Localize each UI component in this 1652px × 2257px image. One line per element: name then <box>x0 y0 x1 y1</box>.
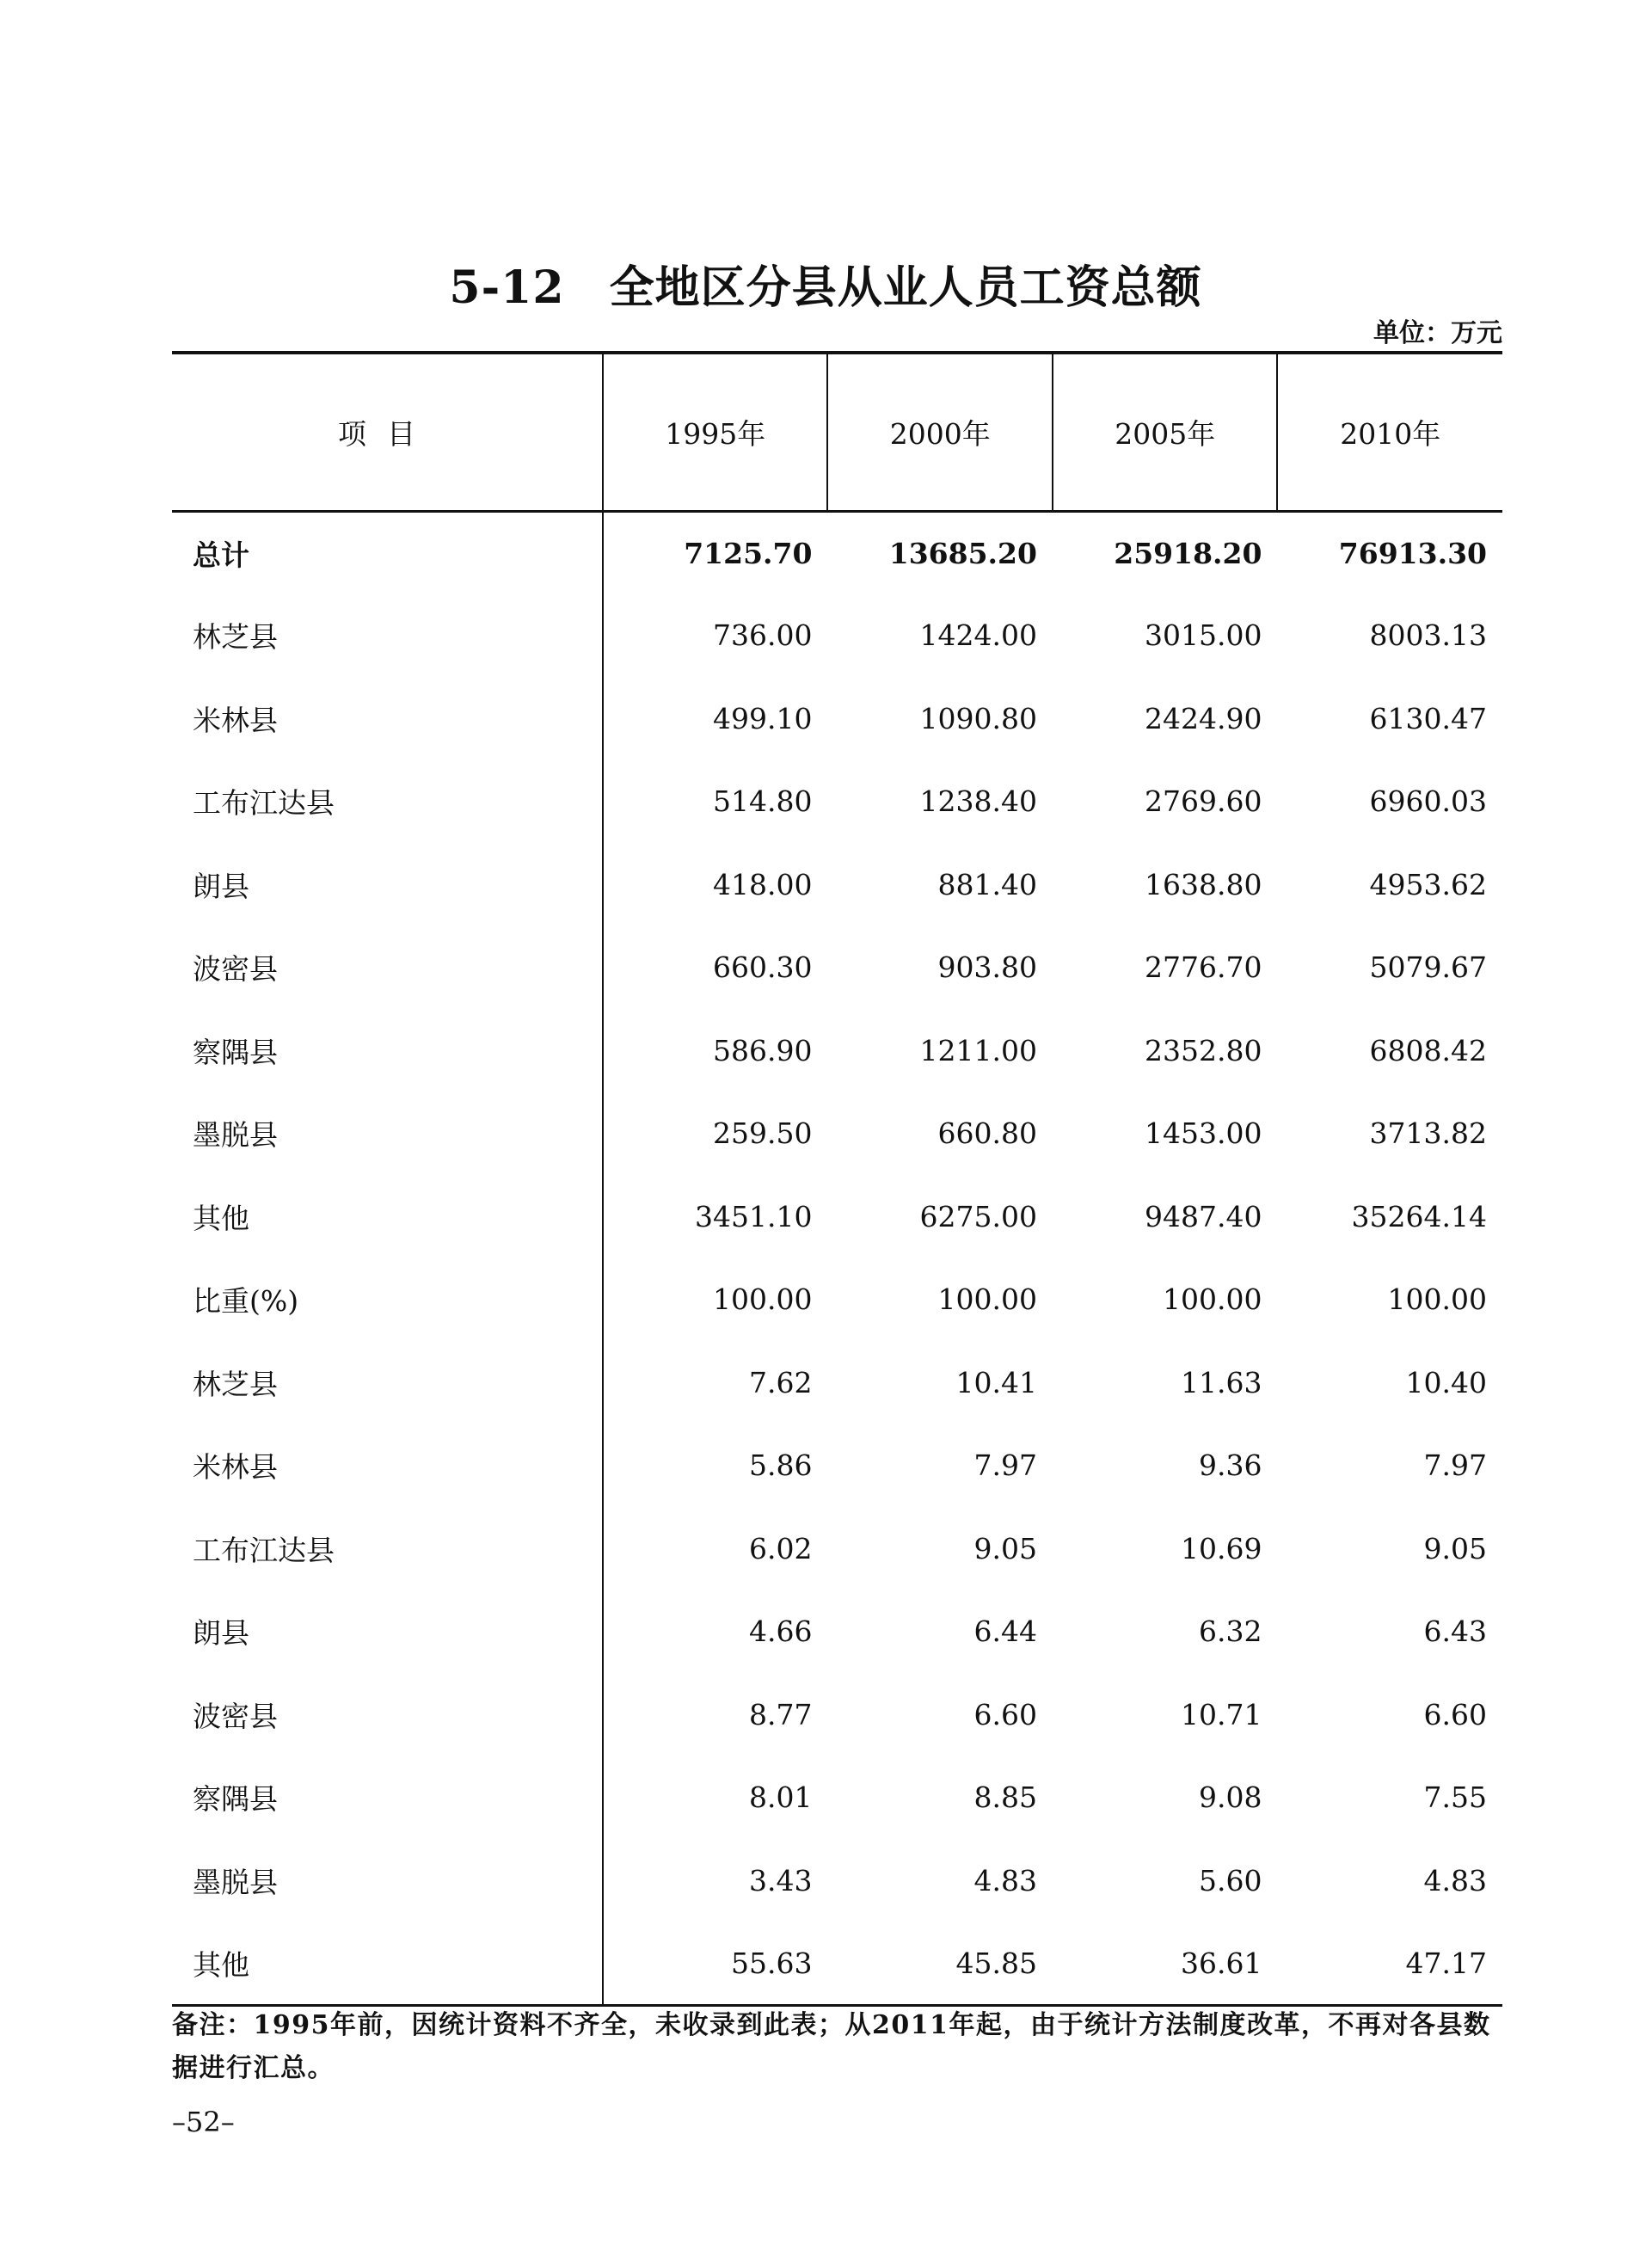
table-cell: 5079.67 <box>1369 950 1487 985</box>
table-cell: 660.80 <box>937 1116 1037 1151</box>
table-cell: 8003.13 <box>1369 618 1487 653</box>
table-cell: 499.10 <box>713 701 813 735</box>
row-label: 波密县 <box>172 1673 603 1756</box>
row-label: 总计 <box>172 511 603 594</box>
table-row <box>172 1258 1502 1342</box>
table-cell: 35264.14 <box>1351 1199 1487 1233</box>
table-cell: 6960.03 <box>1369 784 1487 819</box>
table-cell: 660.30 <box>713 950 813 985</box>
table-cell: 7125.70 <box>684 536 813 570</box>
table-cell: 1424.00 <box>919 618 1037 653</box>
table-cell: 6.60 <box>1423 1697 1487 1731</box>
header-2010: 2010年 <box>1277 353 1502 511</box>
header-row <box>172 353 1502 511</box>
header-2000: 2000年 <box>827 353 1053 511</box>
table-cell: 2769.60 <box>1145 784 1262 819</box>
table-cell: 8.85 <box>973 1780 1037 1815</box>
row-label: 其他 <box>172 1175 603 1258</box>
table-row <box>172 1590 1502 1674</box>
table-cell: 1211.00 <box>919 1033 1037 1067</box>
table-cell: 881.40 <box>937 867 1037 901</box>
row-label: 朗县 <box>172 1590 603 1674</box>
table-cell: 2776.70 <box>1145 950 1262 985</box>
table-row <box>172 594 1502 678</box>
table-row <box>172 926 1502 1010</box>
table-cell: 6.60 <box>973 1697 1037 1731</box>
row-label: 米林县 <box>172 1424 603 1508</box>
table-cell: 11.63 <box>1180 1365 1262 1399</box>
table-cell: 6.32 <box>1198 1614 1262 1649</box>
table-cell: 7.62 <box>748 1365 813 1399</box>
table-cell: 7.97 <box>1423 1448 1487 1483</box>
header-item: 项目 <box>172 353 603 511</box>
table-cell: 10.41 <box>955 1365 1037 1399</box>
table-body <box>172 511 1502 2005</box>
table-cell: 8.01 <box>748 1780 813 1815</box>
table-cell: 10.71 <box>1180 1697 1262 1731</box>
row-label: 林芝县 <box>172 594 603 678</box>
data-table-container <box>172 351 1502 2007</box>
table-cell: 10.40 <box>1405 1365 1487 1399</box>
table-cell: 45.85 <box>827 1922 1053 2006</box>
table-cell: 13685.20 <box>888 536 1037 570</box>
table-row <box>172 511 1502 594</box>
unit-label: 单位：万元 <box>1373 318 1502 348</box>
table-cell: 259.50 <box>713 1116 813 1151</box>
table-cell: 9.08 <box>1198 1780 1262 1815</box>
table-cell: 100.00 <box>937 1282 1037 1317</box>
table-cell: 6808.42 <box>1369 1033 1487 1067</box>
table-cell: 9.36 <box>1198 1448 1262 1483</box>
wage-table <box>172 351 1502 2007</box>
table-row <box>172 1673 1502 1756</box>
table-cell: 100.00 <box>1387 1282 1487 1317</box>
table-cell: 586.90 <box>713 1033 813 1067</box>
table-row <box>172 1756 1502 1840</box>
table-cell: 3451.10 <box>695 1199 813 1233</box>
table-cell: 7.55 <box>1423 1780 1487 1815</box>
row-label: 工布江达县 <box>172 760 603 844</box>
row-label: 朗县 <box>172 843 603 926</box>
table-cell: 4.83 <box>1423 1863 1487 1897</box>
table-cell: 2424.90 <box>1145 701 1262 735</box>
table-cell: 6275.00 <box>919 1199 1037 1233</box>
table-row <box>172 1424 1502 1508</box>
table-title-text: 全地区分县从业人员工资总额 <box>609 261 1202 314</box>
table-row <box>172 760 1502 844</box>
table-row <box>172 1922 1502 2006</box>
table-header <box>172 353 1502 511</box>
row-label: 其他 <box>172 1922 603 2006</box>
table-cell: 9487.40 <box>1145 1199 1262 1233</box>
table-cell: 55.63 <box>603 1922 828 2006</box>
table-row <box>172 843 1502 926</box>
table-cell: 100.00 <box>1163 1282 1262 1317</box>
table-row <box>172 1175 1502 1258</box>
header-1995: 1995年 <box>603 353 828 511</box>
table-cell: 1090.80 <box>919 701 1037 735</box>
table-cell: 76913.30 <box>1338 536 1487 570</box>
table-cell: 2352.80 <box>1145 1033 1262 1067</box>
table-cell: 100.00 <box>713 1282 813 1317</box>
table-cell: 736.00 <box>713 618 813 653</box>
row-label: 比重(%) <box>172 1258 603 1342</box>
table-cell: 5.86 <box>748 1448 813 1483</box>
table-cell: 4.66 <box>748 1614 813 1649</box>
page-number: –52– <box>172 2106 235 2138</box>
table-number: 5-12 <box>449 261 565 314</box>
table-cell: 9.05 <box>1423 1531 1487 1565</box>
table-cell: 6130.47 <box>1369 701 1487 735</box>
row-label: 墨脱县 <box>172 1839 603 1922</box>
row-label: 米林县 <box>172 677 603 760</box>
table-cell: 418.00 <box>713 867 813 901</box>
table-row <box>172 1092 1502 1176</box>
table-cell: 3.43 <box>748 1863 813 1897</box>
table-cell: 6.44 <box>973 1614 1037 1649</box>
footnote: 备注：1995年前，因统计资料不齐全，未收录到此表；从2011年起，由于统计方法制度改革，不再对各县数据进行汇总。 <box>172 2010 1491 2083</box>
table-row <box>172 1839 1502 1922</box>
table-cell: 6.02 <box>748 1531 813 1565</box>
table-cell: 5.60 <box>1198 1863 1262 1897</box>
table-cell: 10.69 <box>1180 1531 1262 1565</box>
table-cell: 4953.62 <box>1369 867 1487 901</box>
table-cell: 6.43 <box>1423 1614 1487 1649</box>
table-cell: 47.17 <box>1277 1922 1502 2006</box>
table-cell: 903.80 <box>937 950 1037 985</box>
table-cell: 9.05 <box>973 1531 1037 1565</box>
table-row <box>172 1507 1502 1590</box>
row-label: 墨脱县 <box>172 1092 603 1176</box>
row-label: 察隅县 <box>172 1756 603 1840</box>
table-cell: 1453.00 <box>1145 1116 1262 1151</box>
table-cell: 1238.40 <box>919 784 1037 819</box>
table-row <box>172 1341 1502 1424</box>
row-label: 工布江达县 <box>172 1507 603 1590</box>
table-cell: 1638.80 <box>1145 867 1262 901</box>
table-row <box>172 1009 1502 1092</box>
row-label: 林芝县 <box>172 1341 603 1424</box>
row-label: 察隅县 <box>172 1009 603 1092</box>
page-title <box>172 251 1479 316</box>
header-2005: 2005年 <box>1053 353 1278 511</box>
table-row <box>172 677 1502 760</box>
row-label: 波密县 <box>172 926 603 1010</box>
table-cell: 514.80 <box>713 784 813 819</box>
table-cell: 36.61 <box>1053 1922 1278 2006</box>
table-cell: 3713.82 <box>1369 1116 1487 1151</box>
table-cell: 25918.20 <box>1114 536 1262 570</box>
table-cell: 4.83 <box>973 1863 1037 1897</box>
table-cell: 3015.00 <box>1145 618 1262 653</box>
table-cell: 7.97 <box>973 1448 1037 1483</box>
table-cell: 8.77 <box>748 1697 813 1731</box>
